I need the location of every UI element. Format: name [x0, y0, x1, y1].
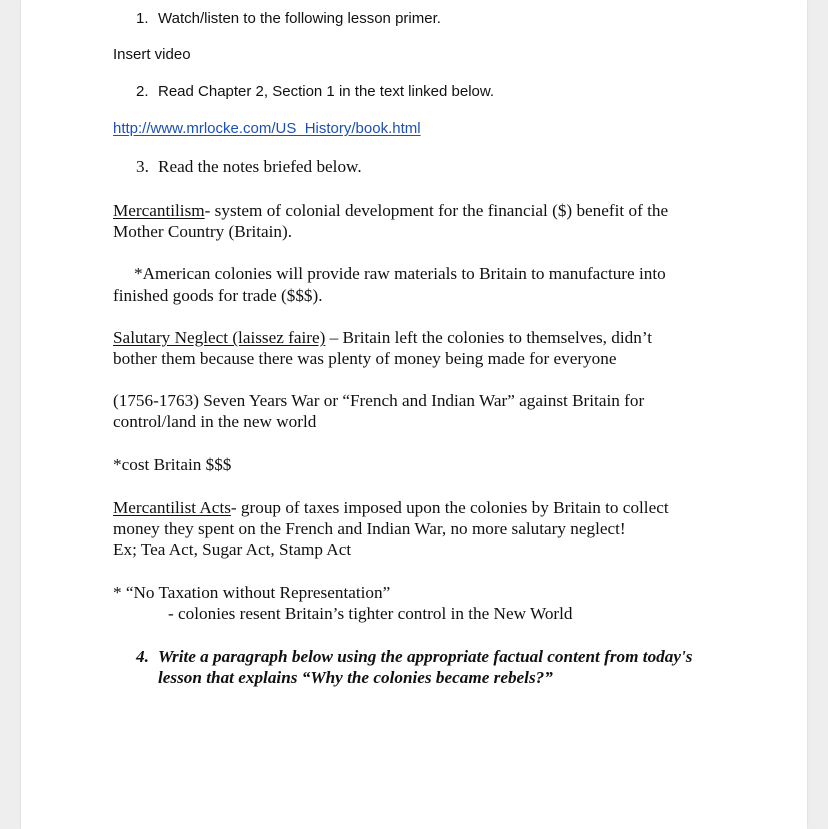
mercantilist-acts-note-line-2: money they spent on the French and Indian War, no more salutary neglect!	[113, 519, 626, 538]
mercantilist-acts-note-line-1	[113, 497, 669, 518]
salutary-neglect-note-line-1	[113, 327, 652, 348]
step-4-number: 4.	[136, 647, 149, 666]
salutary-neglect-definition: – Britain left the colonies to themselves, didn’t	[325, 328, 653, 347]
seven-years-war-note-line-2: control/land in the new world	[113, 412, 317, 431]
salutary-neglect-term: Salutary Neglect (laissez faire)	[113, 328, 326, 347]
cost-note: *cost Britain $$$	[113, 455, 232, 474]
mercantilism-note-line-2: Mother Country (Britain).	[113, 222, 293, 241]
step-1	[136, 8, 441, 29]
book-link-line	[113, 118, 421, 139]
mercantilist-acts-term: Mercantilist Acts	[113, 498, 231, 517]
mercantilist-acts-definition: - group of taxes imposed upon the colonies by Britain to collect	[230, 498, 669, 517]
step-4-line-2: lesson that explains “Why the colonies became rebels?”	[158, 668, 553, 687]
raw-materials-note-line-1: *American colonies will provide raw materials to Britain to manufacture into	[134, 264, 666, 283]
mercantilist-acts-note-line-3: Ex; Tea Act, Sugar Act, Stamp Act	[113, 540, 352, 559]
step-1-number: 1.	[136, 10, 149, 27]
no-taxation-note-line-2: - colonies resent Britain’s tighter control in the New World	[168, 604, 573, 623]
seven-years-war-note-line-1: (1756-1763) Seven Years War or “French and Indian War” against Britain for	[113, 391, 645, 410]
step-4-line-1	[136, 646, 692, 667]
step-2-text: Read Chapter 2, Section 1 in the text linked below.	[158, 83, 495, 100]
step-4-text-1: Write a paragraph below using the appropriate factual content from today's	[158, 647, 693, 666]
mercantilism-definition: - system of colonial development for the financial ($) benefit of the	[204, 201, 669, 220]
book-link[interactable]: http://www.mrlocke.com/US_History/book.html	[113, 120, 421, 137]
step-3-text: Read the notes briefed below.	[158, 157, 362, 176]
step-1-text: Watch/listen to the following lesson primer.	[158, 10, 441, 27]
mercantilism-note-line-1	[113, 200, 668, 221]
step-2	[136, 81, 494, 102]
step-3-number: 3.	[136, 157, 149, 176]
document-page	[21, 0, 807, 829]
insert-video-label: Insert video	[113, 46, 191, 63]
salutary-neglect-note-line-2: bother them because there was plenty of money being made for everyone	[113, 349, 617, 368]
step-3	[136, 156, 362, 177]
mercantilism-term: Mercantilism	[113, 201, 205, 220]
no-taxation-note-line-1: * “No Taxation without Representation”	[113, 583, 391, 602]
raw-materials-note-line-2: finished goods for trade ($$$).	[113, 286, 323, 305]
step-2-number: 2.	[136, 83, 149, 100]
